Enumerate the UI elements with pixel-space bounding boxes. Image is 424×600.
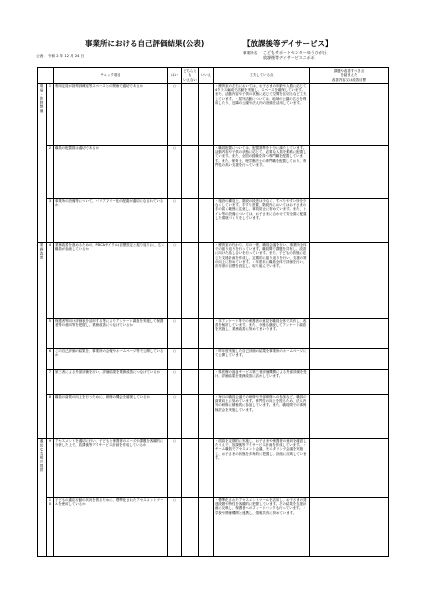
remarks-cell	[310, 498, 389, 557]
remarks-cell	[310, 199, 389, 243]
answer-neither	[182, 498, 199, 557]
row-number: 4	[47, 243, 54, 319]
answer-no	[199, 395, 214, 439]
answer-no	[199, 243, 214, 319]
answer-no	[199, 370, 214, 395]
row-number: 3	[47, 199, 54, 243]
remarks-cell	[310, 243, 389, 319]
header-no: いいえ	[199, 68, 214, 84]
answer-yes: ○	[168, 243, 182, 319]
header-neither: どちらとも いえない	[183, 69, 197, 82]
check-question: 利用定員が指導訓練室等スペースとの関係で適切であるか	[54, 84, 168, 146]
table-row	[38, 199, 389, 243]
answer-neither	[182, 199, 199, 243]
improvement-note: ・年アンケート等での保護者の意見を職員全体で共有し、改善を検討しています。また、今後も継続してアンケート調査を実施し、業務改善に努めてまいります。	[214, 319, 310, 349]
publication-date: 公表： 令和 2 年 12 月 24 日	[36, 54, 85, 58]
remarks-cell	[310, 370, 389, 395]
table-row	[38, 319, 389, 349]
remarks-cell	[310, 395, 389, 439]
table-row	[38, 349, 389, 370]
check-question: アセスメントを適切に行い、子どもと保護者のニーズや課題を客観的に分析した上で、放課後等デイサービス計画を作成しているか	[54, 439, 168, 498]
row-number: 2	[47, 146, 54, 199]
remarks-cell	[310, 439, 389, 498]
answer-yes: ○	[168, 84, 182, 146]
answer-no	[199, 319, 214, 349]
answer-no	[199, 146, 214, 199]
improvement-note: ・療育室の左右においては、お子さまの年齢や人数に応じて4クラス編成で活動を実施し、スペースを確保しています。また、活動内容や子供の状態に応じて空間を区切るなど工夫しています。・屋外活動については、地域の公園の広さを利用したり、近隣の公園や法人内の設備を活用しています。	[214, 84, 310, 146]
answer-neither	[182, 84, 199, 146]
check-question: 事業所の設備等について、バリアフリー化の配慮が適切になされているか	[54, 199, 168, 243]
header-check-item: チェック項目	[54, 68, 168, 84]
improvement-note: ・標準化されたアセスメントツールを活用し、お子さまの発達段階や特性を客観的に把握しています。その結果を支援計画に反映し、保護者へのフィードバックも行っています。・学校や関係機関と連携し、情報共有に努めています。	[214, 498, 310, 557]
remarks-cell	[310, 84, 389, 146]
header-blank-cell	[38, 68, 54, 84]
row-number: 10	[47, 498, 54, 557]
check-question: 職員の配置数は適切であるか	[54, 146, 168, 199]
answer-neither	[182, 319, 199, 349]
category-support-provision: 適切な支援の提供	[38, 439, 47, 557]
answer-yes: ○	[168, 439, 182, 498]
office-label: 事業所名	[243, 51, 258, 55]
answer-yes: ○	[168, 146, 182, 199]
table-header-row	[38, 68, 389, 84]
answer-neither	[182, 349, 199, 370]
answer-neither	[182, 439, 199, 498]
row-number: 9	[47, 439, 54, 498]
check-question: 第三者による外部評価を行い、評価結果を業務改善につなげているか	[54, 370, 168, 395]
service-type: 【放課後等デイサービス】	[243, 39, 333, 48]
check-question: 保護者等向け評価表を活用する等によりアンケート調査を実施して保護者等の意向等を把握し、業務改善につなげているか	[54, 319, 168, 349]
header-yes: はい	[168, 68, 182, 84]
header-improvements: 工夫している点	[214, 68, 310, 84]
answer-neither	[182, 243, 199, 319]
row-number: 5	[47, 319, 54, 349]
office-name-line2: 放課後等デイサービスニポポ	[263, 55, 315, 60]
row-number: 1	[47, 84, 54, 146]
improvement-note: ・昨年度実施した自己評価の結果を事業所のホームページにて公開しています。	[214, 349, 310, 370]
answer-yes: ○	[168, 349, 182, 370]
improvement-note: ・毎月の職員会議での研修や外部研修への参加など、職員の資質向上に努めています。専門性の向上を図るため、法人内外の研修に積極的に参加しています。また、職員間での事例検討会を実施しています。	[214, 395, 310, 439]
table-row	[38, 498, 389, 557]
row-number: 6	[47, 349, 54, 370]
table-row	[38, 84, 389, 146]
answer-yes: ○	[168, 199, 182, 243]
answer-no	[199, 199, 214, 243]
improvement-note: ・県医療の福祉サービス第三者評価機関による外部評価を受け、評価結果を業務改善に活かしています。	[214, 370, 310, 395]
check-question: 職員の資質の向上を行うために、研修の機会を確保しているか	[54, 395, 168, 439]
table-row	[38, 146, 389, 199]
improvement-note: ・職員配置については、配置基準を十分に満たしています。活動内容や子供の状態に応じて、必要な人員を柔軟に配置しています。また、全国の経験を持つ専門職を配置しています。また、保育士、理学療法士の専門職を配置しており、専門性の高い支援を行っています。	[214, 146, 310, 199]
office-name-line1: こどもサポートセンターゆうひが丘	[263, 50, 327, 55]
answer-yes: ○	[168, 319, 182, 349]
answer-yes: ○	[168, 498, 182, 557]
remarks-cell	[310, 146, 389, 199]
table-row	[38, 439, 389, 498]
improvement-note: ・療育室の代わり、月の一度、職員会議を行い、事業所全体での振り返りを行っています。職員間で課題を共有し、改善に向けた話し合いを行っています。また、子どもの状態に応じた支援計画を作成し、定期的に振り返りを行い、支援の質の向上に努めています。・年度末に職員全体で評価を行い、次年度の目標を設定し、取り組んでいます。	[214, 243, 310, 319]
answer-neither	[182, 395, 199, 439]
answer-neither	[182, 370, 199, 395]
remarks-cell	[310, 349, 389, 370]
answer-yes: ○	[168, 395, 182, 439]
category-environment: 環境・体制整備	[38, 84, 47, 243]
answer-yes: ○	[168, 370, 182, 395]
table-row	[38, 370, 389, 395]
page-title: 事業所における自己評価結果(公表)	[85, 39, 205, 48]
check-question: 子どもの適応行動の状況を図るために、標準化されたアセスメントツールを使用しているか	[54, 498, 168, 557]
evaluation-table	[37, 67, 389, 557]
answer-no	[199, 84, 214, 146]
table-row	[38, 395, 389, 439]
answer-no	[199, 498, 214, 557]
row-number: 8	[47, 395, 54, 439]
row-number: 7	[47, 370, 54, 395]
answer-neither	[182, 146, 199, 199]
category-business-improvement: 業務改善	[38, 243, 47, 439]
improvement-note: ・面談を定期的に実施し、お子さまや保護者の意向を確認したうえで、放課後等デイサービス計画を作成しています。・チーム職員でアセスメント会議、モニタリング会議を実施し、お子さまの状態を多角的に把握し、計画に反映しています。	[214, 439, 310, 498]
check-question: 業務改善を進めるための、PDCAサイクル(目標設定と振り返り)に、広く職員が参画しているか	[54, 243, 168, 319]
answer-no	[199, 349, 214, 370]
header-remarks: 課題や改善すべき点 を踏まえた 改善内容又は改善目標	[310, 68, 389, 84]
improvement-note: ・施設の構造上、階段の段差は少なく、すべりやすい所を少なくしています。手すり設置、階段内においてはお子さまの手の届く範囲に注意し、事故防止に努めています。また、トイレ等の設備については、お子さまに合わせて安全面に配慮した環境づくりをしています。	[214, 199, 310, 243]
remarks-cell	[310, 319, 389, 349]
check-question: この自己評価の結果を、事業所の会報やホームページ等で公開しているか	[54, 349, 168, 370]
answer-no	[199, 439, 214, 498]
table-row	[38, 243, 389, 319]
office-name	[263, 50, 327, 60]
